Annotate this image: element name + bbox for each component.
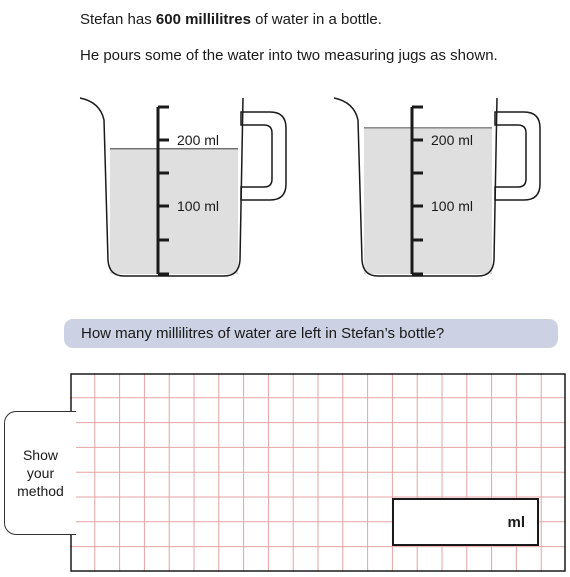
method-label-word: Show <box>22 447 58 463</box>
scale-label-200: 200 ml <box>431 132 474 148</box>
jug-handle <box>241 112 286 200</box>
scale-label-100: 100 ml <box>431 198 474 214</box>
intro-line-1: Stefan has 600 millilitres of water in a bottle. <box>80 11 382 28</box>
answer-box[interactable] <box>392 498 539 546</box>
jug-handle <box>495 112 540 200</box>
measuring-jug-left <box>78 92 293 287</box>
answer-unit: ml <box>507 514 525 531</box>
measuring-jug-right <box>332 92 547 287</box>
question-bar: How many millilitres of water are left in Stefan’s bottle? <box>64 319 558 348</box>
method-label-word: method <box>17 483 64 499</box>
amount-bold: 600 millilitres <box>155 11 251 28</box>
method-label-word: your <box>26 465 55 481</box>
scale-label-200: 200 ml <box>177 132 220 148</box>
show-your-method-tab <box>4 411 76 535</box>
intro-line-2: He pours some of the water into two measuring jugs as shown. <box>80 47 498 64</box>
scale-label-100: 100 ml <box>177 198 220 214</box>
